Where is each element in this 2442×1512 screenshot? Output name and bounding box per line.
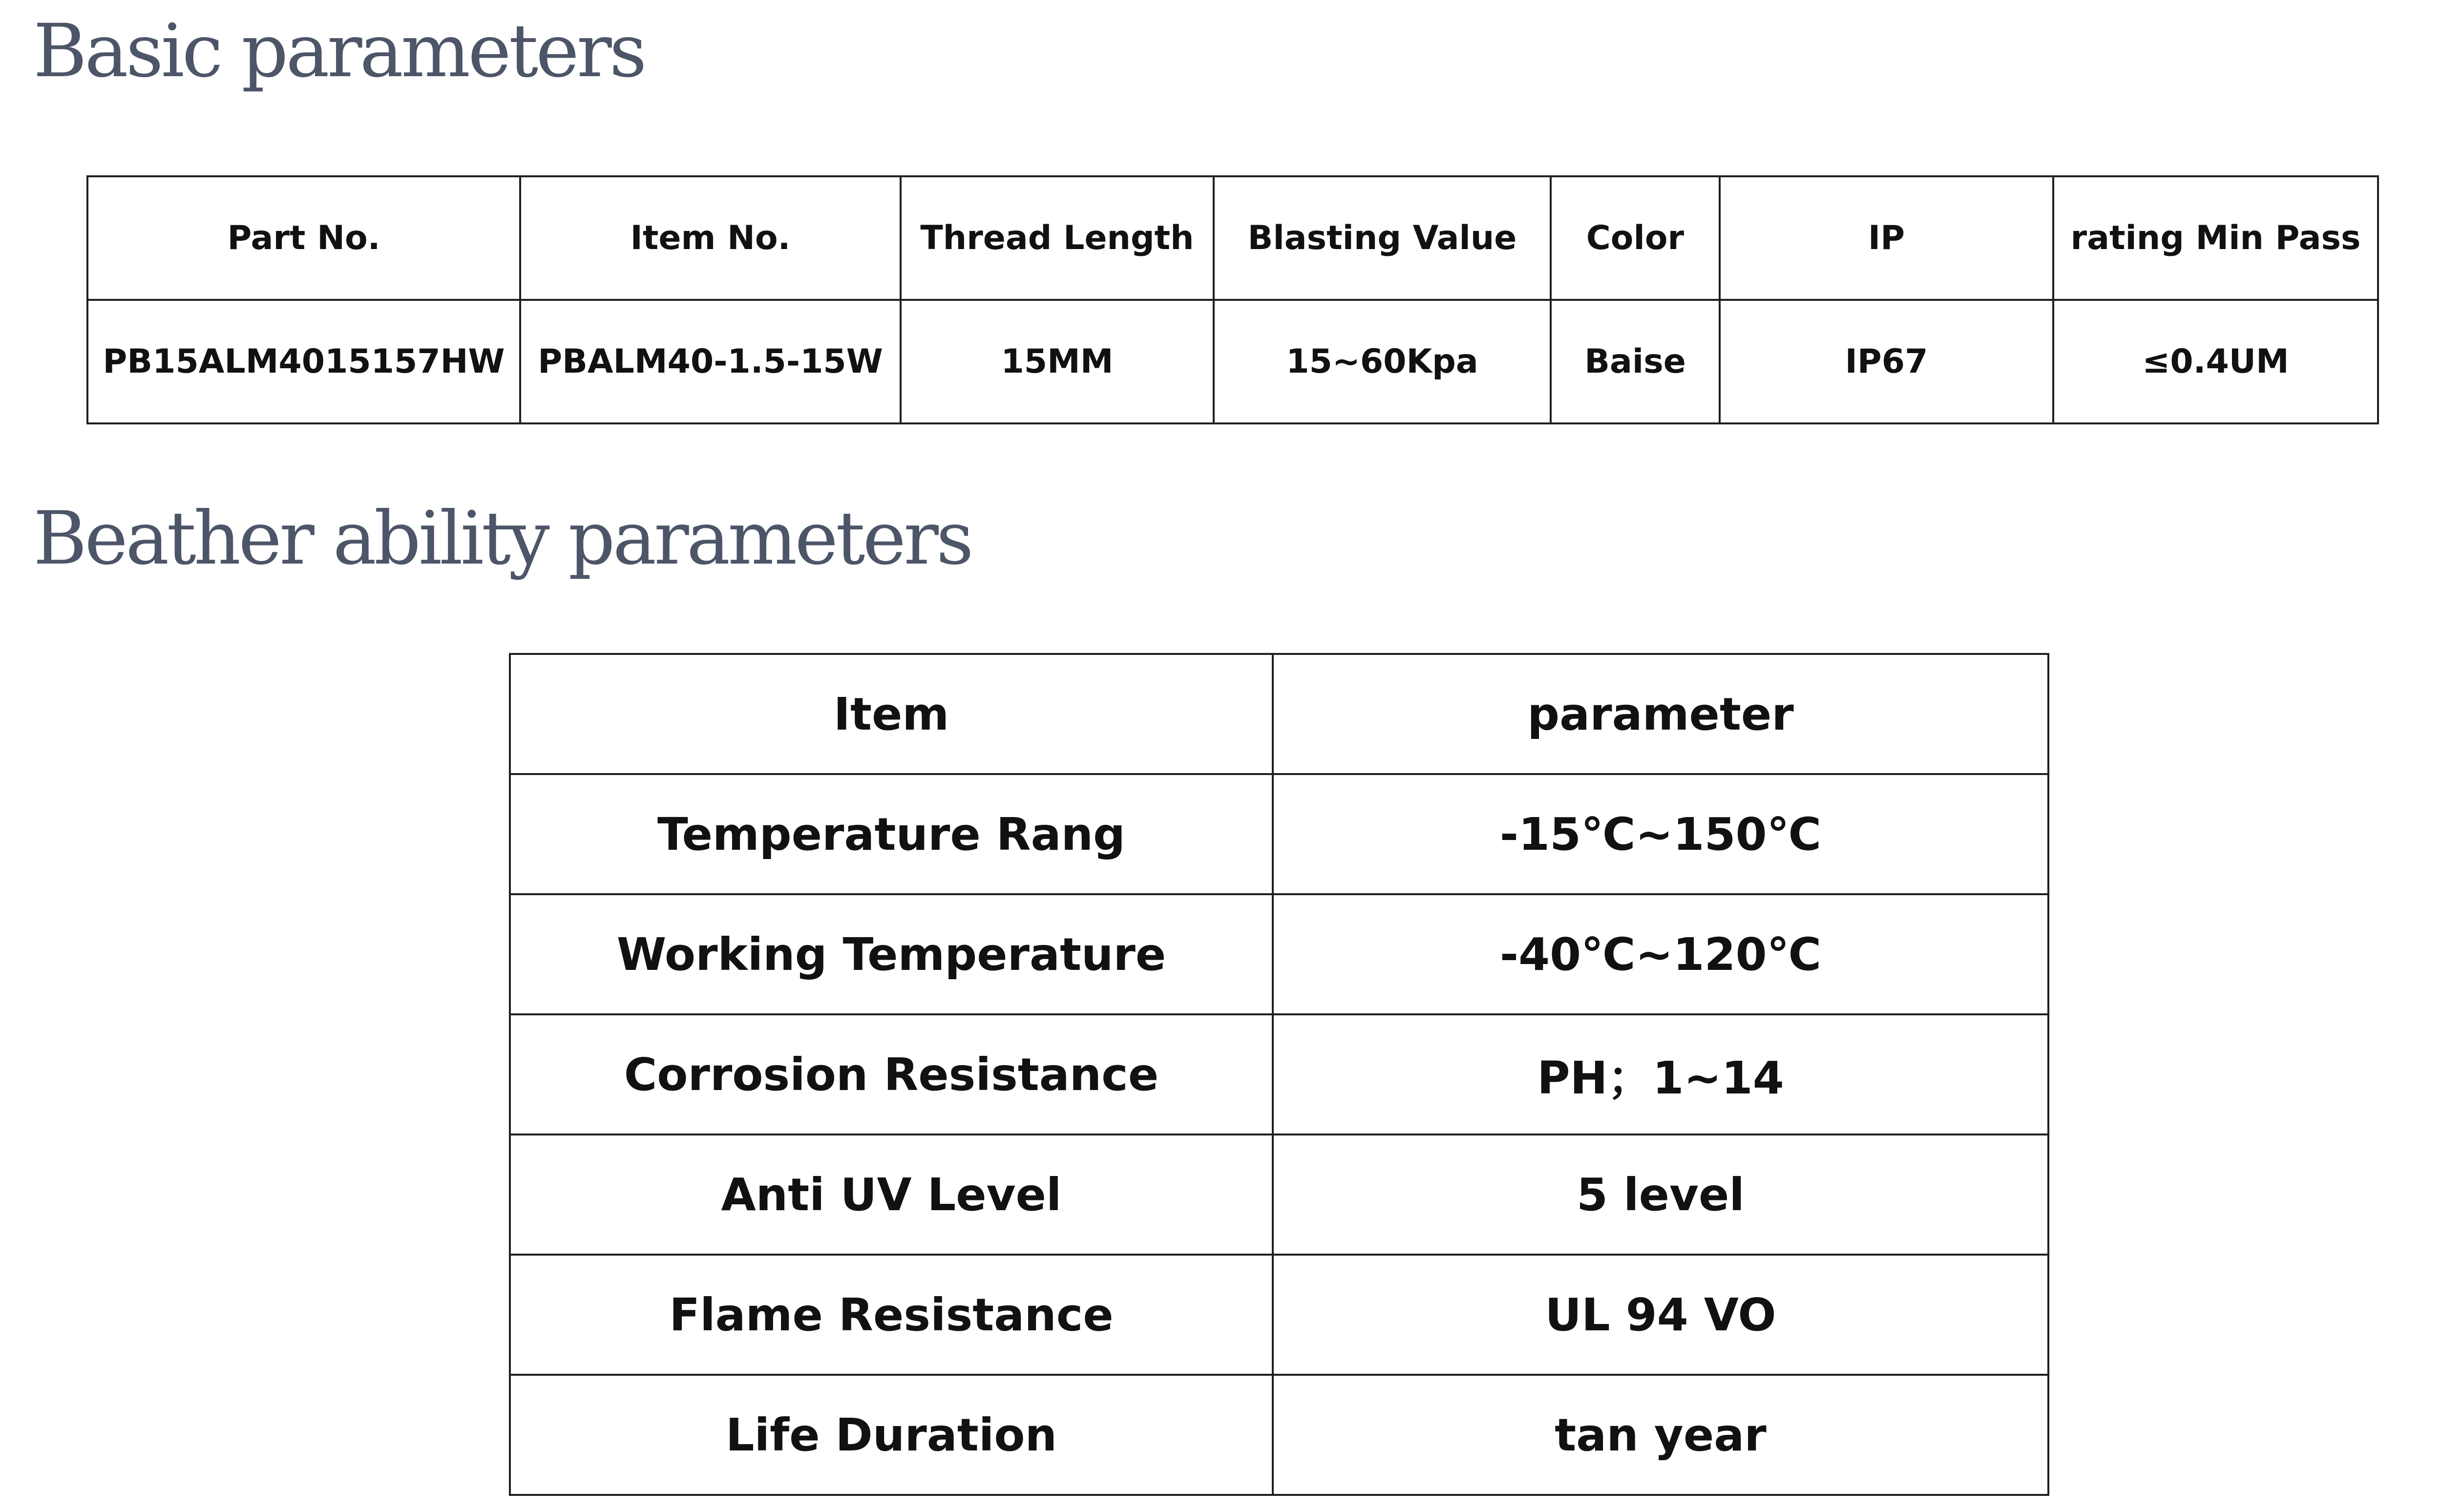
header-cell-item-no: Item No. <box>520 176 901 300</box>
cell-ip: IP67 <box>1720 300 2053 423</box>
table-header-row <box>510 654 2048 774</box>
parameter-cell: UL 94 VO <box>1273 1255 2048 1375</box>
header-cell-rating-min-pass: rating Min Pass <box>2053 176 2378 300</box>
header-cell-ip: IP <box>1720 176 2053 300</box>
weather-ability-parameters-heading: Beather ability parameters <box>33 496 971 581</box>
item-cell: Temperature Rang <box>510 774 1273 894</box>
table-row <box>510 1375 2048 1495</box>
header-cell-item: Item <box>510 654 1273 774</box>
table-row <box>510 894 2048 1014</box>
table-row <box>510 774 2048 894</box>
item-cell: Anti UV Level <box>510 1134 1273 1255</box>
parameter-cell: -15℃~150℃ <box>1273 774 2048 894</box>
weather-ability-table <box>509 653 2049 1496</box>
table-row <box>87 300 2378 423</box>
header-cell-part-no: Part No. <box>87 176 520 300</box>
cell-thread-length: 15MM <box>901 300 1214 423</box>
basic-parameters-heading: Basic parameters <box>33 9 645 94</box>
item-cell: Working Temperature <box>510 894 1273 1014</box>
item-cell: Life Duration <box>510 1375 1273 1495</box>
header-cell-color: Color <box>1551 176 1720 300</box>
table-row <box>510 1014 2048 1134</box>
header-cell-blasting-value: Blasting Value <box>1214 176 1551 300</box>
cell-color: Baise <box>1551 300 1720 423</box>
cell-blasting-value: 15~60Kpa <box>1214 300 1551 423</box>
parameter-cell: 5 level <box>1273 1134 2048 1255</box>
cell-item-no: PBALM40-1.5-15W <box>520 300 901 423</box>
parameter-cell: tan year <box>1273 1375 2048 1495</box>
cell-rating-min-pass: ≤0.4UM <box>2053 300 2378 423</box>
cell-part-no: PB15ALM4015157HW <box>87 300 520 423</box>
table-row <box>510 1134 2048 1255</box>
header-cell-parameter: parameter <box>1273 654 2048 774</box>
table-row <box>510 1255 2048 1375</box>
item-cell: Flame Resistance <box>510 1255 1273 1375</box>
item-cell: Corrosion Resistance <box>510 1014 1273 1134</box>
table-header-row <box>87 176 2378 300</box>
header-cell-thread-length: Thread Length <box>901 176 1214 300</box>
parameter-cell: -40℃~120℃ <box>1273 894 2048 1014</box>
basic-parameters-table <box>86 175 2379 424</box>
parameter-cell: PH；1~14 <box>1273 1014 2048 1134</box>
